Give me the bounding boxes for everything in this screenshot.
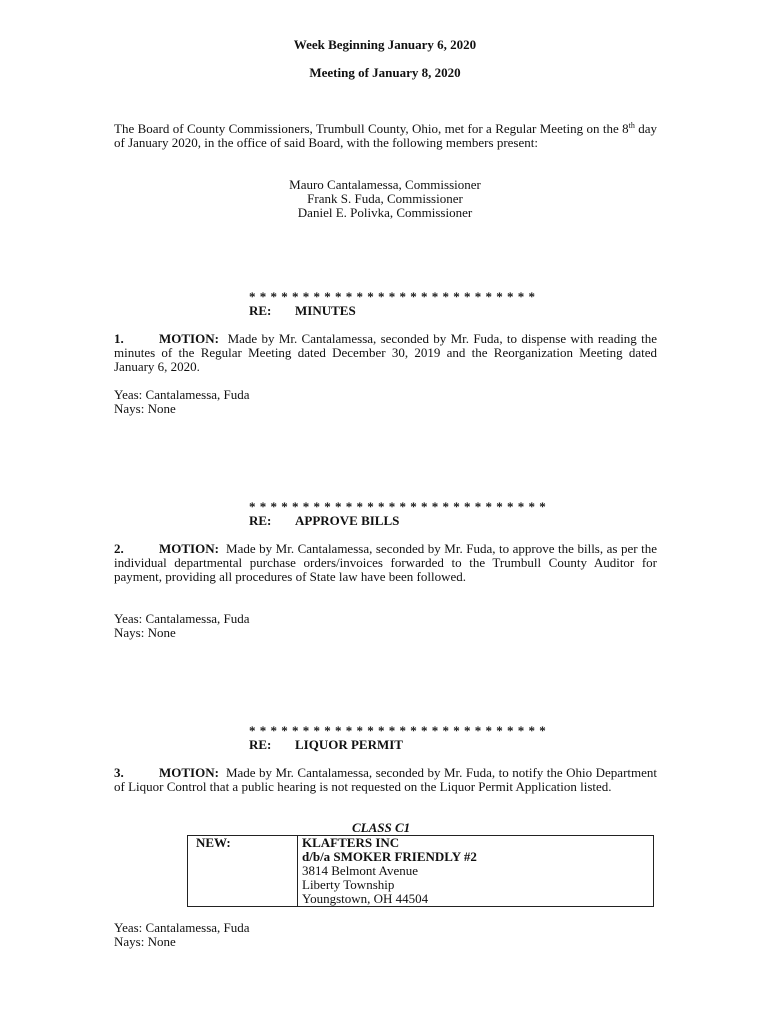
section-title: MINUTES [295, 303, 356, 318]
motion-paragraph [114, 766, 657, 794]
permit-dba: d/b/a SMOKER FRIENDLY #2 [302, 849, 477, 864]
section-heading [249, 738, 403, 752]
meeting-heading: Meeting of January 8, 2020 [309, 65, 461, 80]
re-label: RE: [249, 513, 272, 528]
re-label: RE: [249, 737, 272, 752]
yeas-line: Yeas: Cantalamessa, Fuda [114, 920, 250, 935]
member-name: Mauro Cantalamessa, Commissioner [289, 177, 481, 192]
separator-stars: * * * * * * * * * * * * * * * * * * * * * * * * * * * * [249, 499, 547, 514]
nays-line: Nays: None [114, 625, 176, 640]
section-title: APPROVE BILLS [295, 513, 400, 528]
permit-status-label: NEW: [188, 836, 298, 907]
nays-line: Nays: None [114, 401, 176, 416]
motion-label: MOTION: [159, 765, 219, 780]
motion-number: 2. [114, 541, 124, 556]
separator-stars: * * * * * * * * * * * * * * * * * * * * * * * * * * * [249, 289, 536, 304]
motion-text: Made by Mr. Cantalamessa, seconded by Mr. Fuda, to approve the bills, as per the individual departmental purchase orders/invoices forwarded to the Trumbull County Auditor for payment, providing all procedures of State law have been followed. [114, 541, 658, 584]
member-name: Frank S. Fuda, Commissioner [307, 191, 463, 206]
motion-number: 1. [114, 331, 124, 346]
motion-label: MOTION: [159, 541, 219, 556]
permit-class-title: CLASS C1 [352, 820, 411, 835]
motion-paragraph [114, 542, 657, 584]
motion-text: Made by Mr. Cantalamessa, seconded by Mr. Fuda, to notify the Ohio Department of Liquor Control that a public hearing is not requested on the Liquor Permit Application listed. [114, 765, 657, 794]
yeas-line: Yeas: Cantalamessa, Fuda [114, 387, 250, 402]
section-title: LIQUOR PERMIT [295, 737, 403, 752]
motion-text: Made by Mr. Cantalamessa, seconded by Mr. Fuda, to dispense with reading the minutes of the Regular Meeting dated December 30, 2019 and the Reorganization Meeting dated January 6, 2020. [114, 331, 657, 374]
permit-row [188, 836, 654, 907]
motion-paragraph [114, 332, 657, 374]
section-heading [249, 304, 356, 318]
member-name: Daniel E. Polivka, Commissioner [297, 205, 473, 220]
permit-township: Liberty Township [302, 877, 395, 892]
motion-label: MOTION: [159, 331, 219, 346]
permit-details [298, 836, 654, 907]
intro-superscript: th [628, 121, 635, 130]
permit-table [187, 835, 654, 907]
section-heading [249, 514, 399, 528]
re-label: RE: [249, 303, 272, 318]
intro-text-end: day of January 2020, in the office of said Board, with the following members present: [114, 121, 657, 150]
permit-address: 3814 Belmont Avenue [302, 863, 419, 878]
intro-text-start: The Board of County Commissioners, Trumbull County, Ohio, met for a Regular Meeting on the 8 [114, 121, 629, 136]
nays-line: Nays: None [114, 934, 176, 949]
permit-city: Youngstown, OH 44504 [302, 891, 429, 906]
motion-number: 3. [114, 765, 124, 780]
intro-paragraph [114, 122, 657, 150]
week-heading: Week Beginning January 6, 2020 [293, 37, 477, 52]
separator-stars: * * * * * * * * * * * * * * * * * * * * * * * * * * * * [249, 723, 547, 738]
permit-company: KLAFTERS INC [302, 835, 400, 850]
yeas-line: Yeas: Cantalamessa, Fuda [114, 611, 250, 626]
